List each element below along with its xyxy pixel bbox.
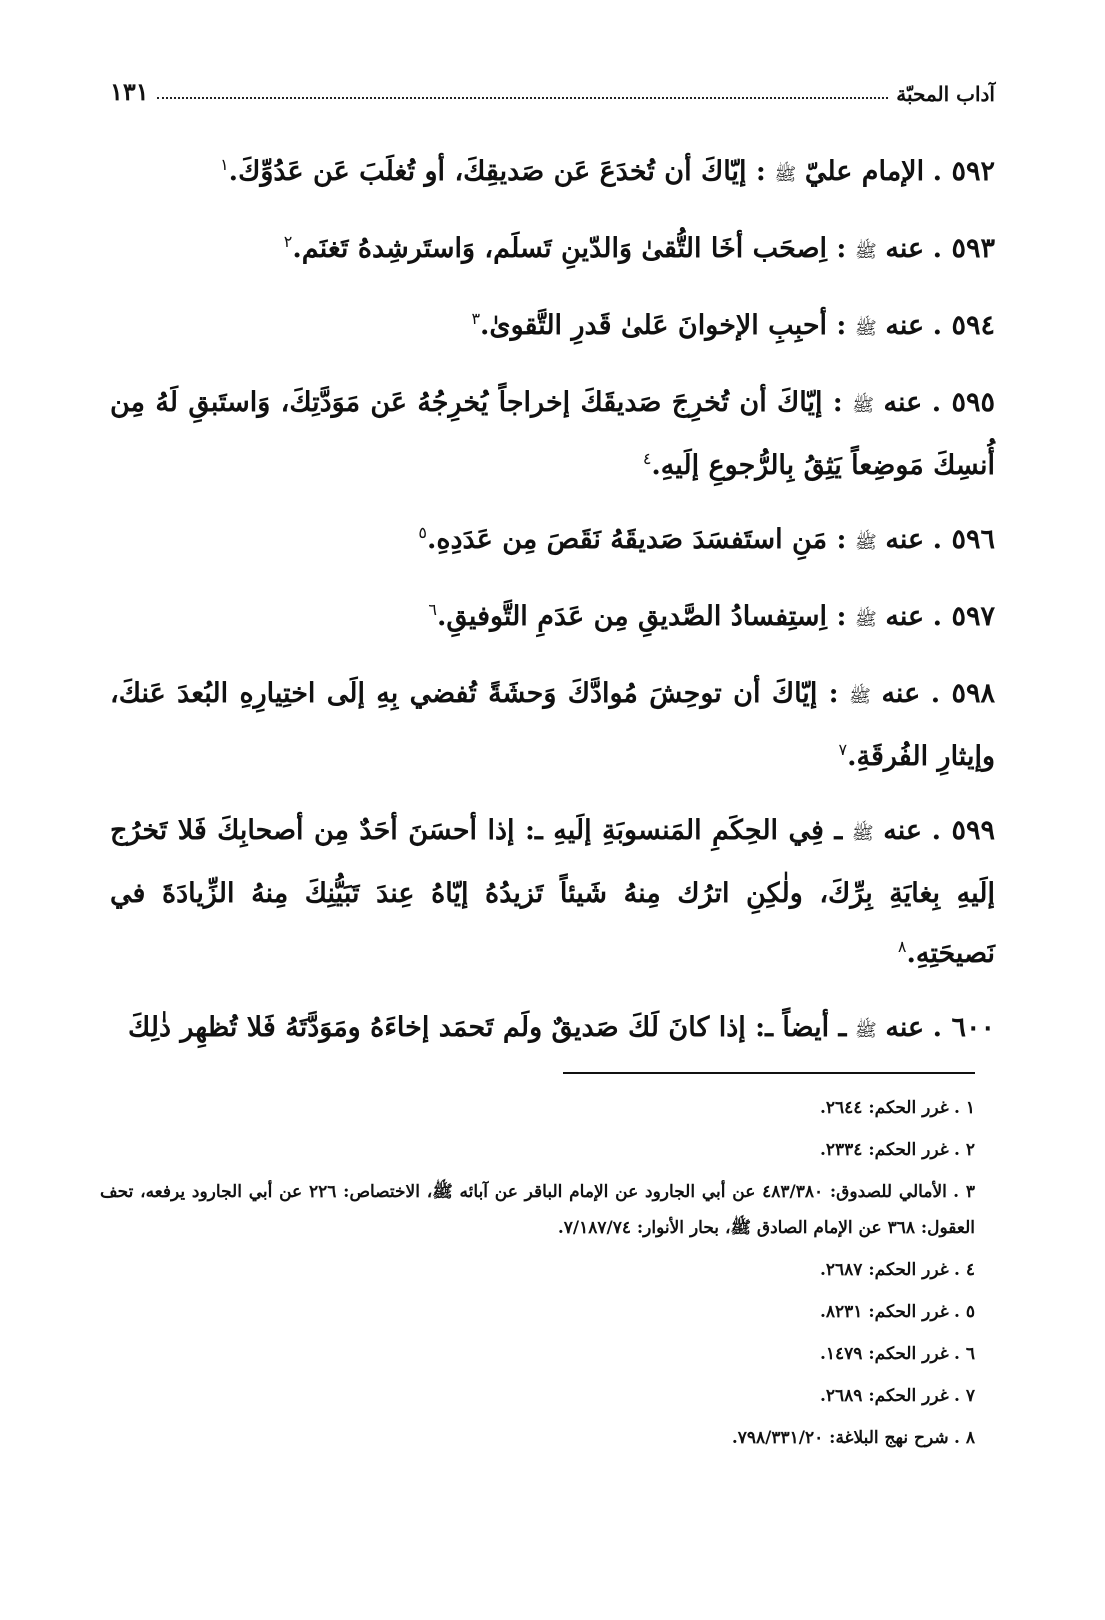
hadith-596 [110, 510, 995, 573]
hadith-number: ٥٩٦ . [932, 524, 995, 555]
footnote-ref: ٥ [418, 523, 427, 542]
footnote-number: ٦ . [954, 1344, 975, 1364]
footnote-ref: ١ [220, 155, 229, 174]
footnote-4 [100, 1252, 975, 1288]
hadith-text: : مَنِ استَفسَدَ صَديقَهُ نَقَصَ مِن عَدَدِهِ. [426, 524, 847, 555]
footnotes [100, 1090, 975, 1462]
footnote-text: غرر الحكم: ١٤٧٩. [819, 1344, 949, 1364]
footnote-divider [563, 1072, 975, 1074]
page-number: ١٣١ [110, 77, 149, 106]
footnote-ref: ٢ [283, 232, 293, 251]
footnote-number: ٢ . [954, 1140, 975, 1160]
hadith-attribution: عنه [885, 233, 925, 264]
hadith-number: ٦٠٠ . [932, 1012, 995, 1043]
running-header [110, 70, 995, 106]
hadith-594 [110, 296, 995, 359]
footnote-ref: ٤ [642, 449, 652, 468]
honorific-glyph: ﷺ [855, 241, 877, 262]
hadith-number: ٥٩٣ . [932, 233, 995, 264]
hadith-attribution: عنه [885, 601, 925, 632]
honorific-glyph: ﷺ [855, 1020, 877, 1041]
hadith-attribution: الإمام عليّ [804, 156, 925, 187]
footnote-text: شرح نهج البلاغة: ٧٩٨/٣٣١/٢٠. [731, 1428, 949, 1448]
honorific-glyph: ﷺ [774, 164, 797, 185]
hadith-number: ٥٩٨ . [930, 678, 995, 709]
hadith-text: : أحبِبِ الإخوانَ عَلىٰ قَدرِ التَّقوىٰ. [480, 310, 847, 341]
footnote-number: ٥ . [954, 1302, 975, 1322]
hadith-number: ٥٩٤ . [932, 310, 995, 341]
footnote-8 [100, 1420, 975, 1456]
hadith-attribution: عنه [881, 678, 921, 709]
hadith-text: : إيّاكَ أن تُخرِجَ صَديقَكَ إخراجاً يُخرِجُهُ عَن مَوَدَّتِكَ، وَاستَبقِ لَهُ مِن أُنسِكَ مَوضِعاً يَثِقُ بِالرُّجوعِ إلَيهِ. [110, 387, 995, 481]
hadith-593 [110, 219, 995, 282]
footnote-number: ١ . [954, 1098, 975, 1118]
honorific-glyph: ﷺ [855, 318, 877, 339]
hadith-attribution: عنه [883, 815, 922, 846]
hadith-attribution: عنه [885, 310, 925, 341]
running-title: آداب المحبّة [896, 82, 995, 106]
honorific-glyph: ﷺ [851, 823, 874, 844]
hadith-number: ٥٩٢ . [932, 156, 995, 187]
hadith-text: ـ فِي الحِكَمِ المَنسوبَةِ إلَيهِ ـ: إذا أحسَنَ أحَدٌ مِن أصحابِكَ فَلا تَخرُج إلَيهِ بِغايَةِ بِرِّكَ، ولٰكِنِ اترُك مِنهُ شَيئاً تَزيدُهُ إيّاهُ عِندَ تَبَيُّنِكَ مِنهُ الزِّيادَةَ في نَصيحَتِهِ. [110, 815, 995, 969]
honorific-glyph: ﷺ [855, 609, 877, 630]
honorific-glyph: ﷺ [852, 395, 875, 416]
hadith-text: : إيّاكَ أن توحِشَ مُوادَّكَ وَحشَةً تُفضي بِهِ إلَى اختِيارِهِ البُعدَ عَنكَ، وإيثارِ الفُرقَةِ. [110, 678, 995, 772]
footnote-3 [100, 1174, 975, 1246]
footnote-1 [100, 1090, 975, 1126]
hadith-595 [110, 373, 995, 496]
footnote-number: ٤ . [954, 1260, 975, 1280]
hadith-number: ٥٩٧ . [932, 601, 995, 632]
hadith-number: ٥٩٩ . [931, 815, 995, 846]
honorific-glyph: ﷺ [849, 686, 871, 707]
footnote-text: غرر الحكم: ٨٢٣١. [819, 1302, 949, 1322]
main-text [110, 142, 995, 1075]
footnote-number: ٣ . [953, 1182, 975, 1202]
hadith-text: : اِستِفسادُ الصَّديقِ مِن عَدَمِ التَّوفيقِ. [437, 601, 847, 632]
footnote-text: غرر الحكم: ٢٣٣٤. [819, 1140, 949, 1160]
hadith-text: : اِصحَب أخَا التُّقىٰ وَالدّينِ تَسلَم، وَاستَرشِدهُ تَغنَم. [292, 233, 847, 264]
footnote-2 [100, 1132, 975, 1168]
footnote-ref: ٦ [428, 600, 438, 619]
hadith-text: ـ أيضاً ـ: إذا كانَ لَكَ صَديقٌ ولَم تَحمَد إخاءَهُ ومَوَدَّتَهُ فَلا تُظهِر ذٰلِكَ [128, 1012, 847, 1043]
footnote-text: غرر الحكم: ٢٦٤٤. [819, 1098, 949, 1118]
footnote-ref: ٨ [897, 937, 907, 956]
footnote-ref: ٣ [471, 309, 481, 328]
footnote-6 [100, 1336, 975, 1372]
hadith-attribution: عنه [885, 1012, 925, 1043]
leader-dots [157, 96, 889, 99]
hadith-598 [110, 664, 995, 787]
hadith-592 [110, 142, 995, 205]
honorific-glyph: ﷺ [855, 532, 877, 553]
hadith-text: : إيّاكَ أن تُخدَعَ عَن صَديقِكَ، أو تُغلَبَ عَن عَدُوِّكَ. [228, 156, 766, 187]
hadith-599 [110, 801, 995, 984]
hadith-attribution: عنه [883, 387, 923, 418]
hadith-number: ٥٩٥ . [931, 387, 995, 418]
footnote-text: غرر الحكم: ٢٦٨٧. [819, 1260, 949, 1280]
footnote-text: الأمالي للصدوق: ٤٨٣/٣٨٠ عن أبي الجارود عن الإمام الباقر عن آبائه ﷺ، الاختصاص: ٢٢٦ عن أبي الجارود يرفعه، تحف العقول: ٣٦٨ عن الإمام الصادق ﷺ، بحار الأنوار: ٧/١٨٧/٧٤. [100, 1182, 975, 1238]
hadith-600 [110, 998, 995, 1061]
footnote-number: ٧ . [954, 1386, 975, 1406]
footnote-ref: ٧ [838, 740, 848, 759]
hadith-597 [110, 587, 995, 650]
footnote-number: ٨ . [954, 1428, 975, 1448]
footnote-text: غرر الحكم: ٢٦٨٩. [819, 1386, 949, 1406]
hadith-attribution: عنه [885, 524, 925, 555]
footnote-7 [100, 1378, 975, 1414]
footnote-5 [100, 1294, 975, 1330]
